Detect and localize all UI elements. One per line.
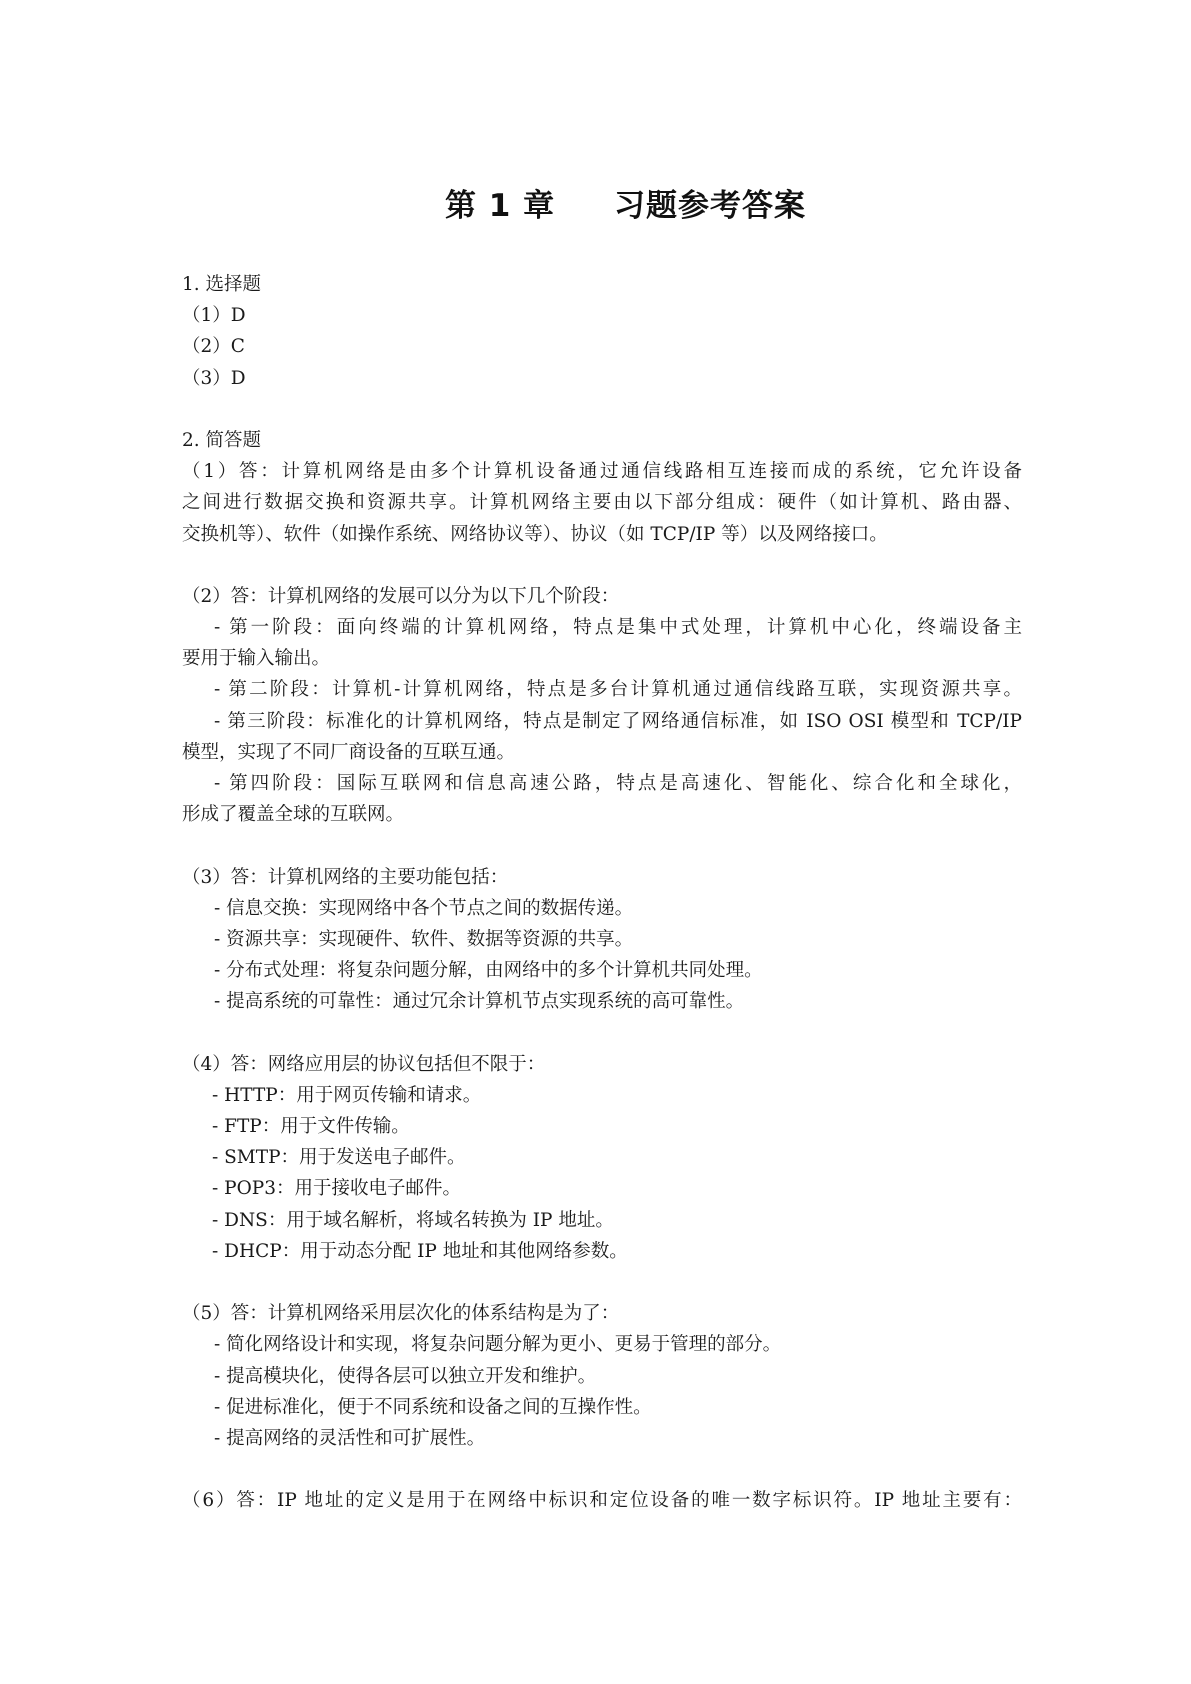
answer-line: - 第一阶段：面向终端的计算机网络，特点是集中式处理，计算机中心化，终端设备主 (214, 617, 1022, 639)
answer-line: 形成了覆盖全球的互联网。 (182, 804, 405, 826)
answer-line: 之间进行数据交换和资源共享。计算机网络主要由以下部分组成：硬件（如计算机、路由器、 (182, 492, 1022, 514)
choice-answer: （3）D (182, 367, 246, 389)
answer-line: - 分布式处理：将复杂问题分解，由网络中的多个计算机共同处理。 (214, 960, 763, 982)
answer-line: - FTP：用于文件传输。 (212, 1116, 410, 1138)
answer-line: （1）答：计算机网络是由多个计算机设备通过通信线路相互连接而成的系统，它允许设备 (182, 461, 1022, 483)
answer-line: （2）答：计算机网络的发展可以分为以下几个阶段： (182, 585, 620, 607)
answer-line: - DHCP：用于动态分配 IP 地址和其他网络参数。 (212, 1240, 628, 1262)
answer-line: - DNS：用于域名解析，将域名转换为 IP 地址。 (212, 1209, 614, 1231)
answer-line: - 资源共享：实现硬件、软件、数据等资源的共享。 (214, 928, 634, 950)
short-answer-heading: 2. 简答题 (182, 429, 262, 451)
choice-answer: （2）C (182, 336, 245, 358)
answer-line: 模型，实现了不同厂商设备的互联互通。 (182, 741, 516, 763)
answer-line: 交换机等）、软件（如操作系统、网络协议等）、协议（如 TCP/IP 等）以及网络接口。 (182, 523, 888, 545)
answer-line: - 提高网络的灵活性和可扩展性。 (214, 1427, 486, 1449)
choice-heading: 1. 选择题 (182, 274, 262, 295)
answer-line: （5）答：计算机网络采用层次化的体系结构是为了： (182, 1303, 620, 1325)
answer-line: （6）答：IP 地址的定义是用于在网络中标识和定位设备的唯一数字标识符。IP 地址主要有： (182, 1490, 1022, 1512)
answer-body (182, 269, 1022, 1517)
answer-line: （3）答：计算机网络的主要功能包括： (182, 866, 509, 888)
answer-line: - 第四阶段：国际互联网和信息高速公路，特点是高速化、智能化、综合化和全球化， (214, 773, 1022, 794)
answer-line: - 促进标准化，便于不同系统和设备之间的互操作性。 (214, 1396, 652, 1418)
answer-line: - 简化网络设计和实现，将复杂问题分解为更小、更易于管理的部分。 (214, 1334, 782, 1356)
answer-line: - 第三阶段：标准化的计算机网络，特点是制定了网络通信标准，如 ISO OSI 模型和 TCP/IP (214, 710, 1022, 732)
answer-line: （4）答：网络应用层的协议包括但不限于： (182, 1053, 546, 1075)
answer-line: - 提高模块化，使得各层可以独立开发和维护。 (214, 1365, 597, 1387)
choice-answer: （1）D (182, 305, 246, 327)
answer-line: - 第二阶段：计算机-计算机网络，特点是多台计算机通过通信线路互联，实现资源共享。 (214, 679, 1022, 701)
answer-line: - 提高系统的可靠性：通过冗余计算机节点实现系统的高可靠性。 (214, 991, 745, 1013)
answer-line: - SMTP：用于发送电子邮件。 (212, 1147, 466, 1169)
answer-line: - POP3：用于接收电子邮件。 (212, 1178, 461, 1200)
answer-line: 要用于输入输出。 (182, 648, 331, 670)
answer-line: - 信息交换：实现网络中各个节点之间的数据传递。 (214, 897, 634, 919)
answer-line: - HTTP：用于网页传输和请求。 (212, 1084, 482, 1106)
chapter-title: 第 1 章 习题参考答案 (444, 188, 807, 224)
